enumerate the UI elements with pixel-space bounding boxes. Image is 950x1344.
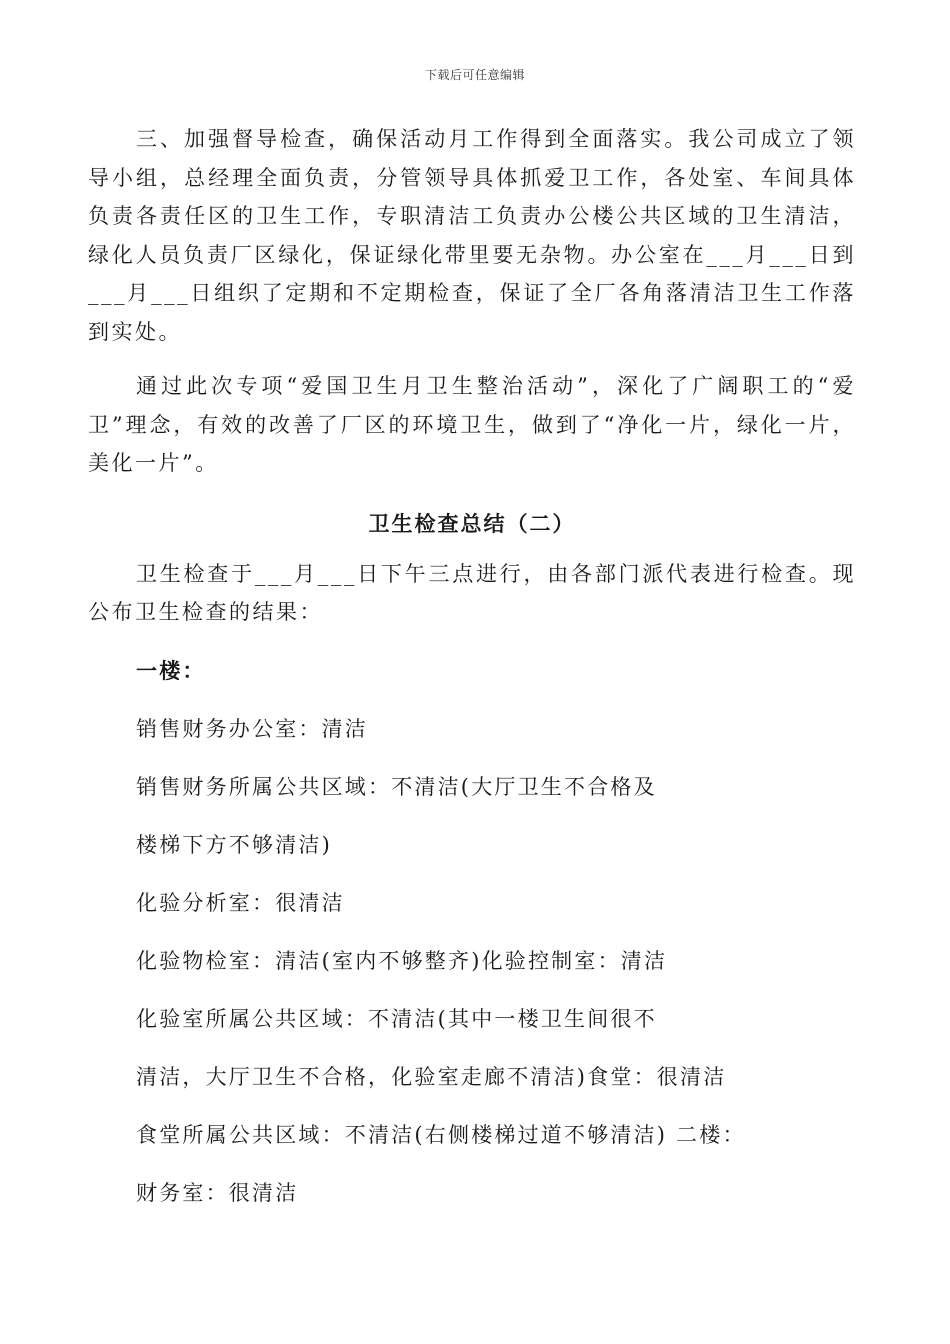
document-body <box>88 120 856 1208</box>
list-item: 化验物检室：清洁(室内不够整齐)化验控制室：清洁 <box>136 948 668 973</box>
page-header: 下载后可任意编辑 <box>424 68 525 82</box>
list-item: 楼梯下方不够清洁) <box>136 832 332 857</box>
list-item: 财务室：很清洁 <box>136 1180 299 1205</box>
section-title: 卫生检查总结（二） <box>368 510 576 536</box>
paragraph-summary: 通过此次专项“爱国卫生月卫生整治活动”，深化了广阔职工的“爱卫”理念，有效的改善了厂区的环境卫生，做到了“净化一片，绿化一片，美化一片”。 <box>88 374 856 475</box>
list-item: 食堂所属公共区域：不清洁(右侧楼梯过道不够清洁) 二楼： <box>136 1122 746 1147</box>
list-item: 销售财务所属公共区域：不清洁(大厅卫生不合格及 <box>136 774 657 799</box>
list-item: 化验分析室：很清洁 <box>136 890 345 915</box>
paragraph-supervision: 三、加强督导检查，确保活动月工作得到全面落实。我公司成立了领导小组，总经理全面负责，分管领导具体抓爱卫工作，各处室、车间具体负责各责任区的卫生工作，专职清洁工负责办公楼公共区域的卫生清洁，绿化人员负责厂区绿化，保证绿化带里要无杂物。办公室在___月___日到___月___日组织了定期和不定期检查，保证了全厂各角落清洁卫生工作落到实处。 <box>88 127 856 344</box>
list-item: 化验室所属公共区域：不清洁(其中一楼卫生间很不 <box>136 1006 657 1031</box>
floor-heading-1: 一楼： <box>136 657 206 683</box>
list-item: 销售财务办公室：清洁 <box>136 716 368 741</box>
paragraph-inspection-intro: 卫生检查于___月___日下午三点进行，由各部门派代表进行检查。现公布卫生检查的结果： <box>88 561 856 624</box>
list-item: 清洁，大厅卫生不合格，化验室走廊不清洁)食堂：很清洁 <box>136 1064 727 1089</box>
